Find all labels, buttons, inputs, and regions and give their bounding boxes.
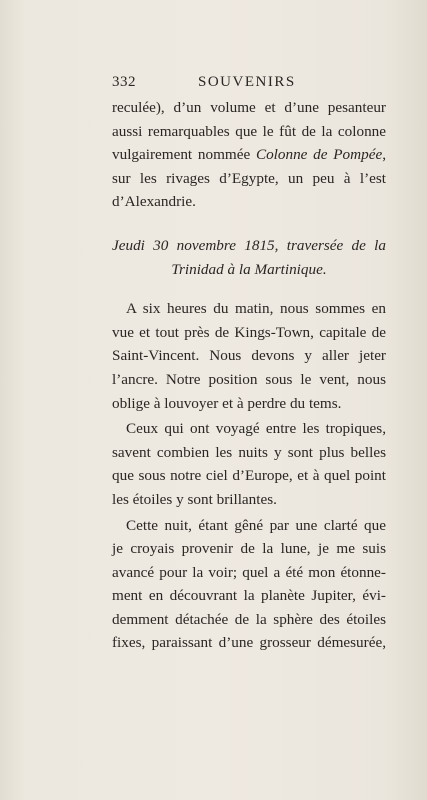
italic-phrase: Colonne de Pompée: [255, 146, 383, 164]
text-line: demment détachée de la sphère des étoiles: [112, 610, 386, 628]
running-title: SOUVENIRS: [198, 74, 296, 90]
paragraph: [112, 514, 386, 656]
paragraph: [112, 297, 386, 415]
text-line: Saint-Vincent. Nous devons y aller jeter: [112, 347, 386, 365]
text-line: avancé pour la voir; quel a été mon étonne-: [112, 563, 386, 581]
heading-line: Trinidad à la Martinique.: [171, 260, 327, 278]
text-line: fixes, paraissant d’une grosseur démesurée,: [112, 634, 386, 652]
text-line: oblige à louvoyer et à perdre du tems.: [112, 394, 342, 412]
text-line: Cette nuit, étant gêné par une clarté que: [126, 516, 386, 534]
text-line: Ceux qui ont voyagé entre les tropiques,: [126, 420, 386, 438]
text-line: les étoiles y sont brillantes.: [112, 490, 277, 508]
text-line-with-italic: vulgairement nommée Colonne de Pompée,: [112, 146, 386, 164]
text-line: A six heures du matin, nous sommes en: [126, 300, 386, 318]
text-line: je croyais provenir de la lune, je me suis: [112, 540, 386, 558]
text-line: vue et tout près de Kings-Town, capitale de: [112, 323, 386, 341]
body-text: [112, 96, 386, 655]
paragraph: [112, 417, 386, 511]
text-line: d’Alexandrie.: [112, 193, 196, 211]
text-line: l’ancre. Notre position sous le vent, nous: [112, 370, 386, 388]
text-line: sur les rivages d’Egypte, un peu à l’est: [112, 169, 386, 187]
text-line: aussi remarquables que le fût de la colonne: [112, 122, 386, 140]
text-line: reculée), d’un volume et d’une pesanteur: [112, 99, 386, 116]
text-line: que sous notre ciel d’Europe, et à quel point: [112, 467, 386, 485]
section-heading: [112, 234, 386, 281]
page-number: 332: [112, 74, 136, 90]
text-line: savent combien les nuits y sont plus belles: [112, 443, 386, 461]
text-line: ment en découvrant la planète Jupiter, évi-: [112, 587, 386, 605]
heading-line: Jeudi 30 novembre 1815, traversée de la: [112, 236, 386, 254]
continued-paragraph: [112, 96, 386, 214]
running-head: [112, 74, 384, 94]
